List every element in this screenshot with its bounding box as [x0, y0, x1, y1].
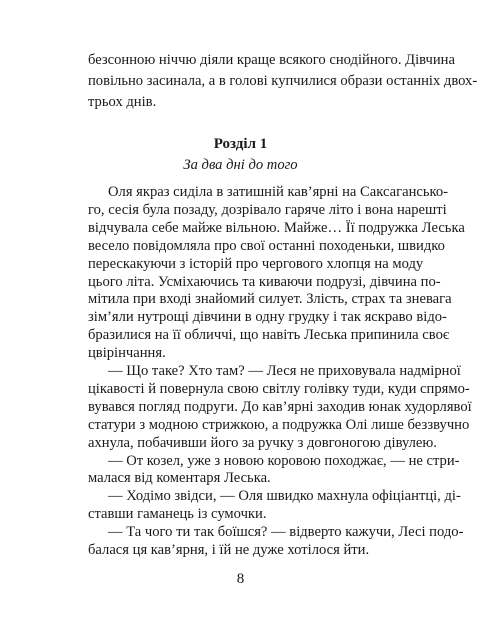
body-line-4: весело повідомляла про свої останні походеньки, швидко: [88, 238, 445, 254]
body-line-6: цього літа. Усміхаючись та киваючи подрузі, дівчина по-: [88, 274, 441, 290]
body-line-9: бразилися на її обличчі, що навіть Леська припинила своє: [88, 327, 450, 343]
body-line-21: балася ця кав’ярня, і їй не дуже хотілося йти.: [88, 542, 370, 558]
body-line-8: зім’яли нутрощі дівчини в одну грудку і так яскраво відо-: [88, 309, 447, 325]
chapter-title: Розділ 1: [213, 136, 268, 152]
body-line-1: Оля якраз сиділа в затишній кав’ярні на Саксагансько-: [108, 184, 449, 200]
intro-line-1: безсонною ніччю діяли краще всякого снодійного. Дівчина: [88, 52, 455, 68]
body-line-11: — Що таке? Хто там? — Леся не приховувала надмірної: [108, 363, 461, 379]
body-line-20: — Та чого ти так боїшся? — відверто кажучи, Лесі подо-: [108, 524, 464, 540]
body-line-12: цікавості й повернула свою світлу голівку туди, куди спрямо-: [88, 381, 470, 397]
body-line-5: перескакуючи з історій про чергового хлопця на моду: [88, 256, 424, 272]
intro-line-3: трьох днів.: [88, 94, 157, 110]
page-number: 8: [236, 571, 245, 587]
body-line-10: цвірінчання.: [88, 345, 166, 361]
body-line-15: ахнула, побачивши його за ручку з довгоногою дівулею.: [88, 435, 437, 451]
body-line-7: мітила при вході знайомий силует. Злість, страх та зневага: [88, 291, 452, 307]
body-line-18: — Ходімо звідси, — Оля швидко махнула офіціантці, ді-: [108, 488, 461, 504]
body-line-2: го, сесія була позаду, дозрівало гаряче літо і вона нарешті: [88, 202, 447, 218]
chapter-subtitle: За два дні до того: [183, 157, 298, 173]
body-line-17: малася від коментаря Леська.: [88, 470, 271, 486]
body-line-16: — От козел, уже з новою коровою походжає, — не стри-: [108, 453, 460, 469]
body-line-13: вувався погляд подруги. До кав’ярні заходив юнак худорлявої: [88, 399, 472, 415]
body-line-19: ставши гаманець із сумочки.: [88, 506, 267, 522]
body-line-3: відчувала себе майже вільною. Майже… Її подружка Леська: [88, 220, 465, 236]
body-line-14: статури з модною стрижкою, а подружка Олі лише беззвучно: [88, 417, 470, 433]
intro-line-2: повільно засинала, а в голові купчилися образи останніх двох-: [88, 73, 478, 89]
